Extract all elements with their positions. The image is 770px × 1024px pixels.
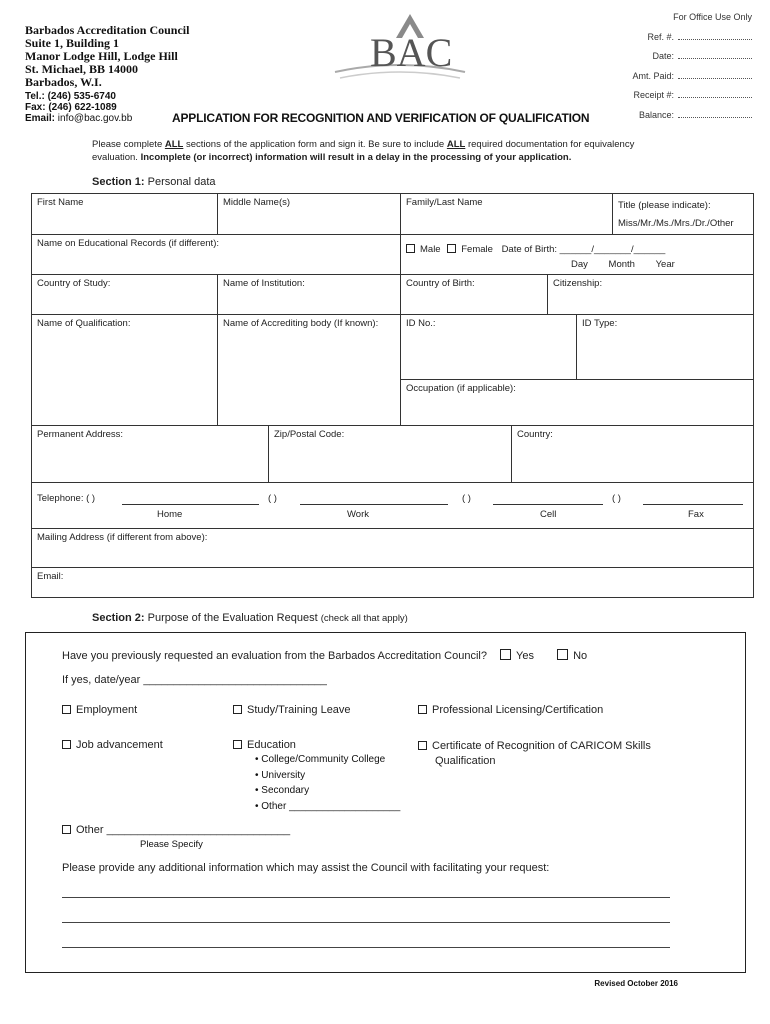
form-title: APPLICATION FOR RECOGNITION AND VERIFICATION OF QUALIFICATION <box>172 111 590 125</box>
cell-phone-input[interactable] <box>493 504 603 505</box>
org-address-line: Suite 1, Building 1 <box>25 36 120 50</box>
org-name: Barbados Accreditation Council <box>25 23 190 37</box>
org-address-line: Barbados, W.I. <box>25 75 102 89</box>
balance-field[interactable] <box>678 117 752 118</box>
employment-checkbox[interactable] <box>62 705 71 714</box>
organization-address <box>25 24 189 89</box>
job-advancement-option[interactable]: Job advancement <box>62 739 163 751</box>
office-use-title: For Office Use Only <box>673 12 752 22</box>
title-field[interactable]: Title (please indicate): Miss/Mr./Ms./Mrs./Dr./Other <box>612 193 754 235</box>
work-phone-input[interactable] <box>300 504 448 505</box>
email-link[interactable]: info@bac.gov.bb <box>57 113 133 124</box>
edu-option-university: • University <box>255 769 306 781</box>
accrediting-body-field[interactable]: Name of Accrediting body (If known): <box>217 314 401 426</box>
licensing-checkbox[interactable] <box>418 705 427 714</box>
email-label: Email: <box>25 113 56 124</box>
office-field-label: Amt. Paid: <box>632 70 674 81</box>
telephone-row: Telephone: ( ) ( ) ( ) ( ) Home Work Cell Fax <box>31 482 754 529</box>
edu-option-college: • College/Community College <box>255 754 386 765</box>
bac-logo <box>330 8 470 88</box>
institution-field[interactable]: Name of Institution: <box>217 274 401 315</box>
ref-field[interactable] <box>678 39 752 40</box>
date-field[interactable] <box>678 58 752 59</box>
country-of-study-field[interactable]: Country of Study: <box>31 274 218 315</box>
female-checkbox[interactable] <box>447 244 456 253</box>
office-field-label: Ref. #. <box>647 31 674 42</box>
mailing-address-field[interactable]: Mailing Address (if different from above): <box>31 528 754 568</box>
education-sub-options <box>255 752 400 814</box>
edu-option-other: • Other ____________________ <box>255 800 401 812</box>
no-checkbox[interactable] <box>557 649 568 660</box>
revised-date: Revised October 2016 <box>594 979 678 988</box>
middle-name-field[interactable]: Middle Name(s) <box>217 193 401 235</box>
telephone-label: Telephone: ( ) <box>37 493 96 504</box>
study-leave-option[interactable]: Study/Training Leave <box>233 704 351 716</box>
yes-checkbox[interactable] <box>500 649 511 660</box>
if-yes-date-field[interactable]: If yes, date/year ______________________________ <box>62 674 327 686</box>
please-specify-label: Please Specify <box>140 839 203 850</box>
id-type-field[interactable]: ID Type: <box>576 314 754 380</box>
id-no-field[interactable]: ID No.: <box>400 314 577 380</box>
edu-option-secondary: • Secondary <box>255 785 310 796</box>
permanent-address-field[interactable]: Permanent Address: <box>31 425 269 483</box>
additional-info-line-3[interactable] <box>62 947 670 948</box>
education-option[interactable]: Education <box>233 739 296 751</box>
tel: Tel.: (246) 535-6740 <box>25 91 116 102</box>
logo-text: BAC <box>370 30 453 75</box>
org-address-line: St. Michael, BB 14000 <box>25 62 138 76</box>
office-field-label: Date: <box>652 51 674 61</box>
other-option[interactable]: Other ______________________________ <box>62 824 290 836</box>
receipt-field[interactable] <box>678 97 752 98</box>
additional-info-line-1[interactable] <box>62 897 670 898</box>
office-field-label: Receipt #: <box>633 90 674 100</box>
qualification-field[interactable]: Name of Qualification: <box>31 314 218 426</box>
additional-info-label: Please provide any additional information which may assist the Council with facilitating your request: <box>62 862 550 874</box>
dob-input[interactable]: Date of Birth: ______/_______/______ <box>501 244 666 255</box>
home-phone-input[interactable] <box>122 504 259 505</box>
occupation-field[interactable]: Occupation (if applicable): <box>400 379 754 426</box>
zip-code-field[interactable]: Zip/Postal Code: <box>268 425 512 483</box>
study-leave-checkbox[interactable] <box>233 705 242 714</box>
intro-warning: Incomplete (or incorrect) information will result in a delay in the processing of your application. <box>140 152 572 163</box>
family-name-field[interactable]: Family/Last Name <box>400 193 613 235</box>
office-use-box <box>632 12 752 129</box>
licensing-option[interactable]: Professional Licensing/Certification <box>418 704 603 716</box>
country-of-birth-field[interactable]: Country of Birth: <box>400 274 548 315</box>
male-checkbox[interactable] <box>406 244 415 253</box>
first-name-field[interactable]: First Name <box>31 193 218 235</box>
previous-request-question: Have you previously requested an evaluation from the Barbados Accreditation Council? Yes No <box>62 650 588 662</box>
caricom-option[interactable]: Certificate of Recognition of CARICOM Skills Qualification <box>418 739 651 769</box>
caricom-checkbox[interactable] <box>418 741 427 750</box>
other-checkbox[interactable] <box>62 825 71 834</box>
intro-text: Please complete ALL sections of the application form and sign it. Be sure to include ALL required documentation for equivalency evaluation. Incomplete (or incorrect) information will result in a delay in the processing of your application. <box>92 139 635 163</box>
citizenship-field[interactable]: Citizenship: <box>547 274 754 315</box>
fax-input[interactable] <box>643 504 743 505</box>
office-field-label: Balance: <box>638 109 674 120</box>
amt-paid-field[interactable] <box>678 78 752 79</box>
org-address-line: Manor Lodge Hill, Lodge Hill <box>25 49 178 63</box>
employment-option[interactable]: Employment <box>62 704 137 716</box>
name-on-records-field[interactable]: Name on Educational Records (if different): <box>31 234 401 275</box>
section2-heading: Section 2: Purpose of the Evaluation Request (check all that apply) <box>92 612 408 624</box>
section1-heading: Section 1: Personal data <box>92 176 216 188</box>
education-checkbox[interactable] <box>233 740 242 749</box>
additional-info-line-2[interactable] <box>62 922 670 923</box>
country-field[interactable]: Country: <box>511 425 754 483</box>
job-advancement-checkbox[interactable] <box>62 740 71 749</box>
gender-dob-field: Male Female Date of Birth: ______/_______/______ Day Month Year <box>400 234 754 275</box>
email-field[interactable]: Email: <box>31 567 754 598</box>
fax: Fax: (246) 622-1089 <box>25 102 117 113</box>
contact-info <box>25 91 132 124</box>
